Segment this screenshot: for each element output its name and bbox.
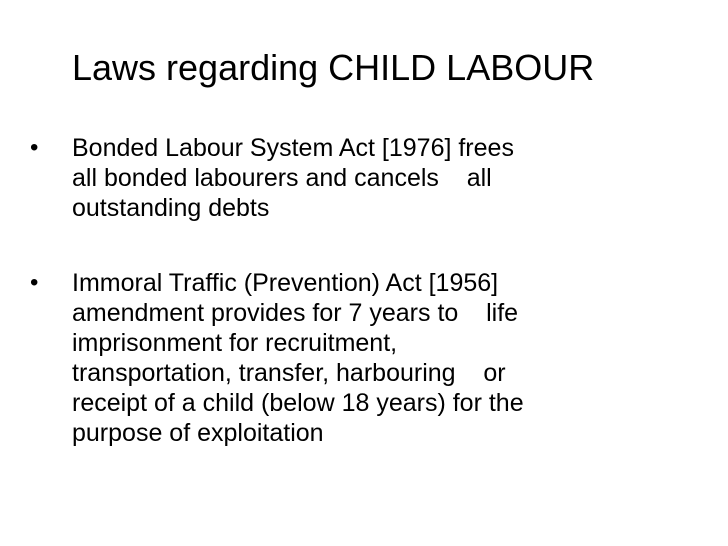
bullet-icon: • [30, 134, 39, 161]
slide-title: Laws regarding CHILD LABOUR [72, 47, 595, 88]
bullet-list [30, 133, 690, 448]
bullet-icon: • [30, 269, 39, 296]
bullet-item [30, 133, 690, 223]
bullet-text-line: outstanding debts [72, 194, 270, 222]
bullet-text-line: Bonded Labour System Act [1976] frees [72, 134, 514, 162]
bullet-text-line: transportation, transfer, harbouring or [72, 359, 506, 387]
bullet-text-line: all bonded labourers and cancels all [72, 164, 492, 192]
bullet-text-line: amendment provides for 7 years to life [72, 299, 519, 327]
bullet-text-line: purpose of exploitation [72, 419, 324, 447]
bullet-text-line: imprisonment for recruitment, [72, 329, 398, 357]
bullet-text-line: receipt of a child (below 18 years) for the [72, 389, 524, 417]
bullet-item [30, 268, 690, 448]
bullet-text-line: Immoral Traffic (Prevention) Act [1956] [72, 269, 499, 297]
